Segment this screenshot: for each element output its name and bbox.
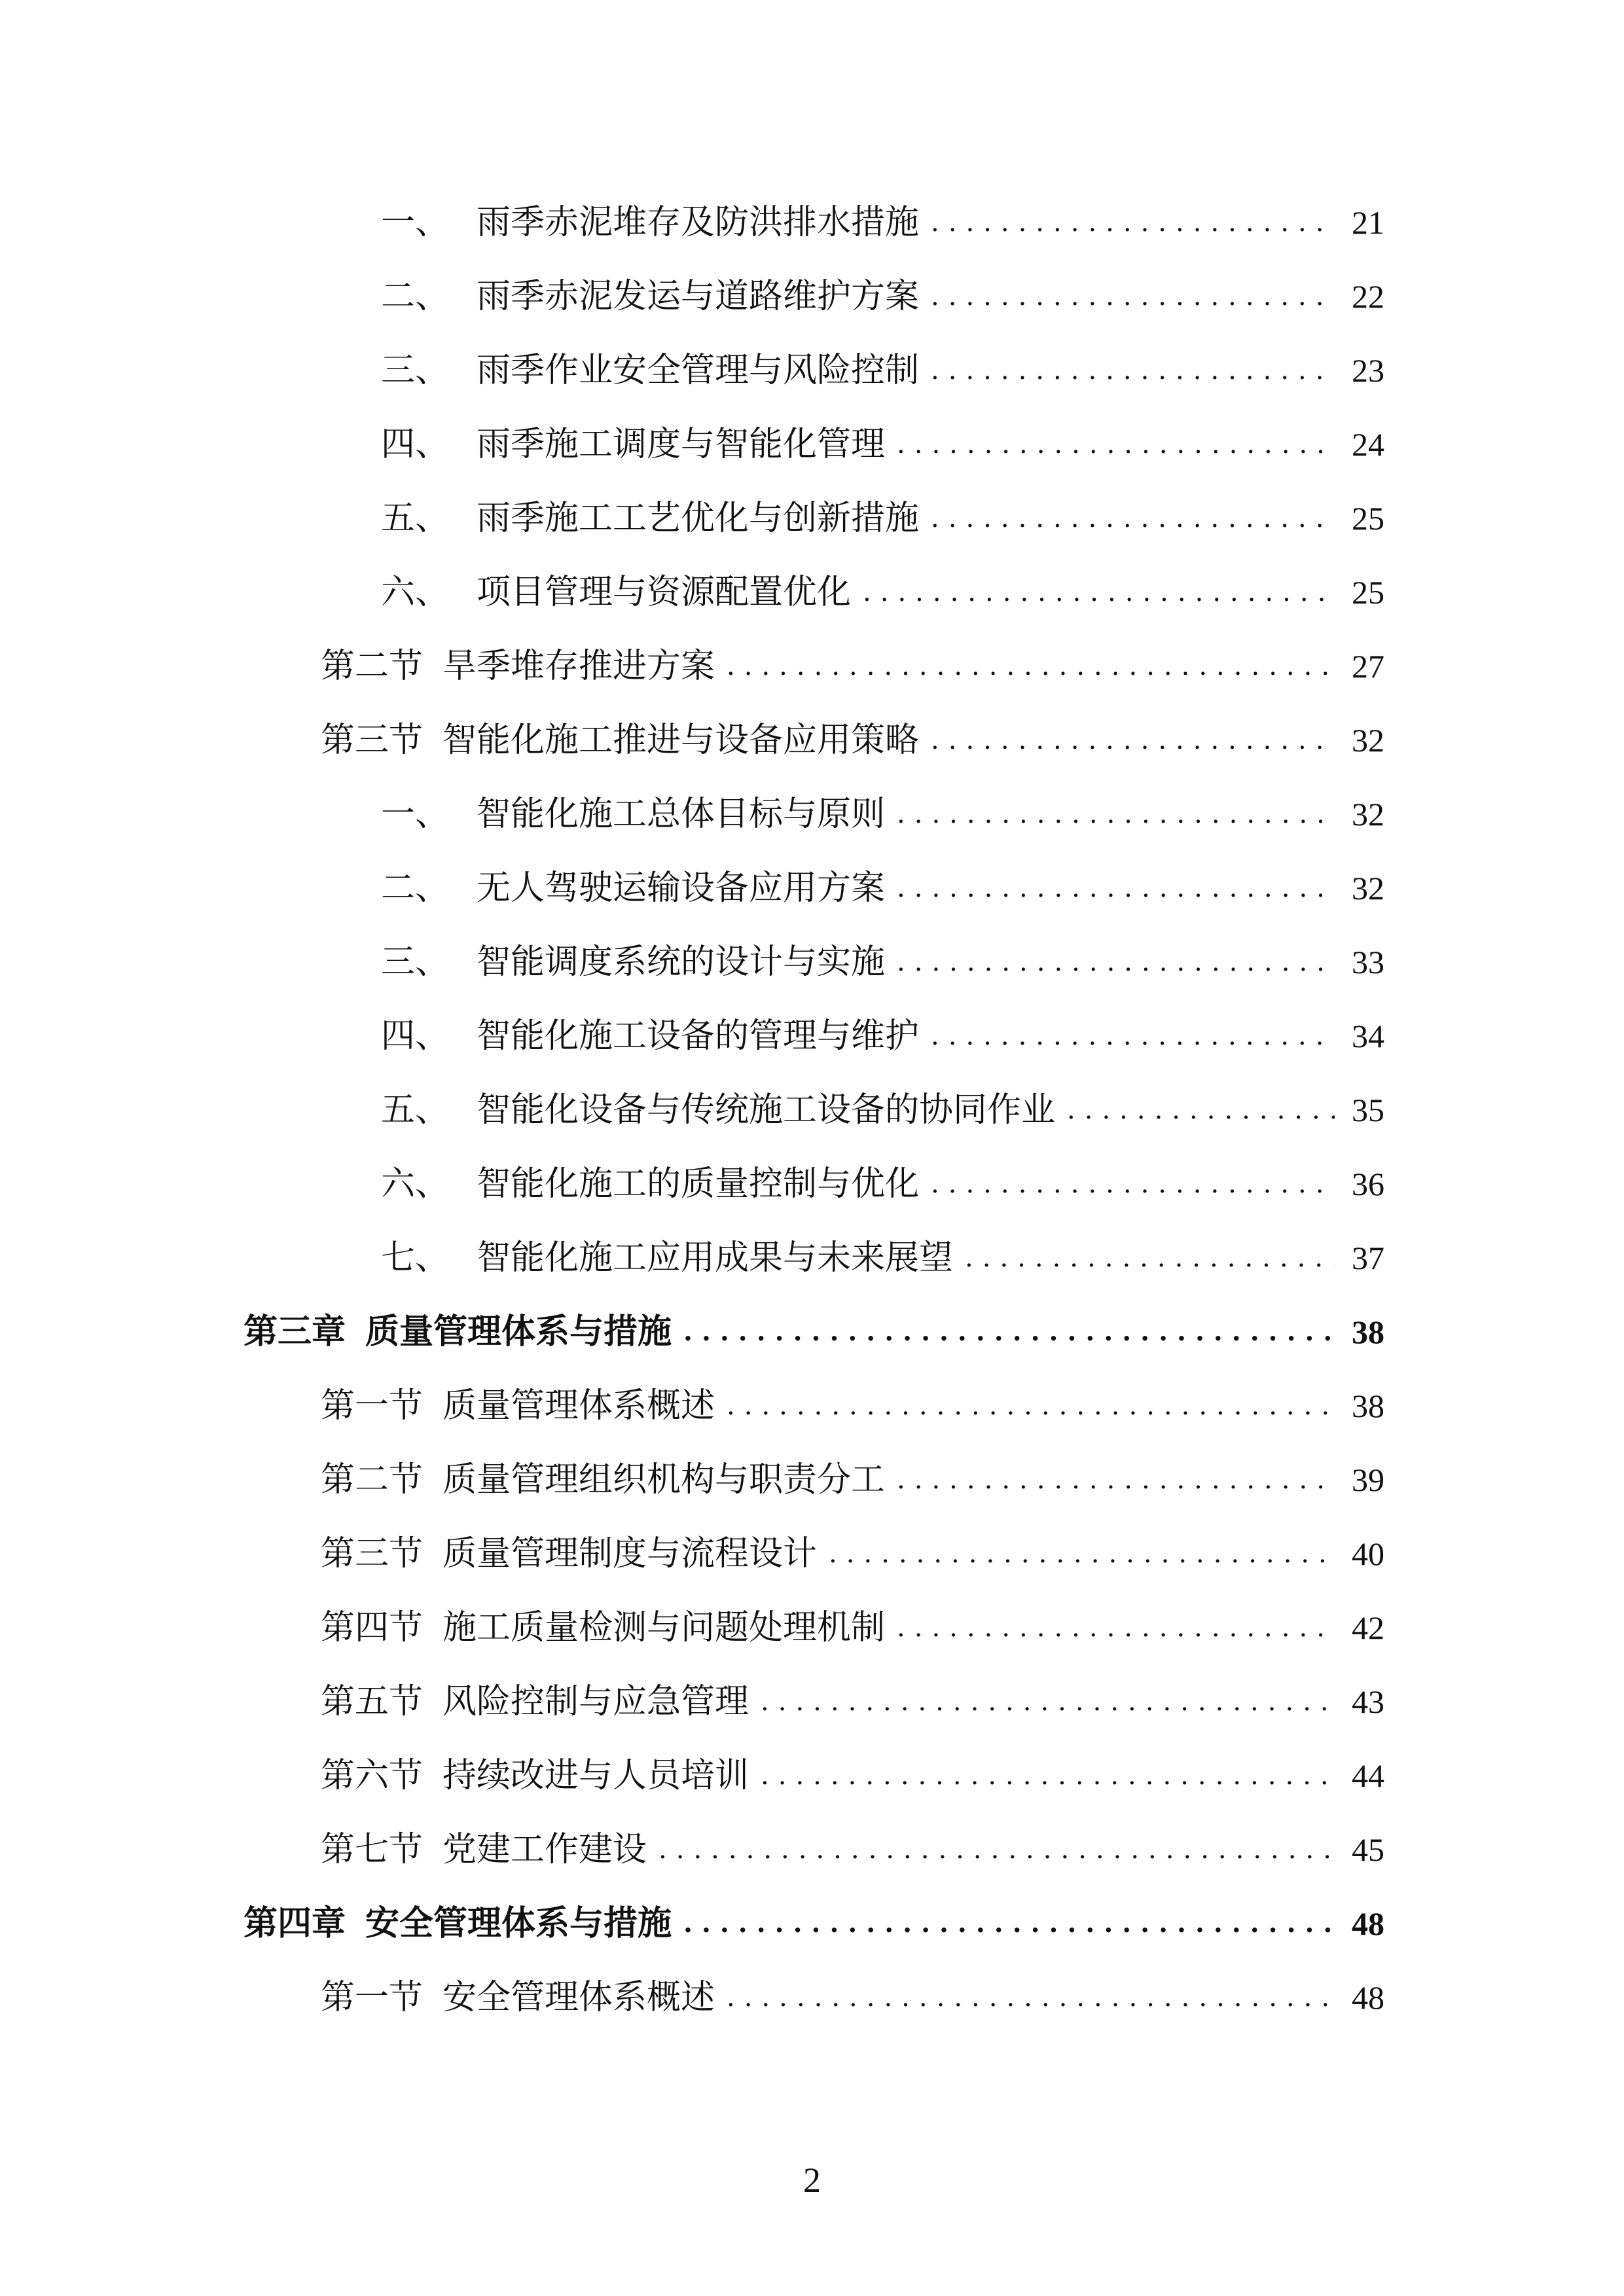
toc-entry-title: 质量管理制度与流程设计 — [442, 1534, 818, 1573]
toc-entry-title: 安全管理体系概述 — [442, 1978, 715, 2017]
toc-entry-number: 二、 — [381, 869, 450, 908]
toc-entry-number: 第三节 — [321, 1534, 424, 1573]
toc-entry-page: 21 — [1352, 204, 1384, 241]
toc-entry[interactable] — [381, 1158, 1384, 1210]
page-number: 2 — [803, 2161, 821, 2200]
toc-entry-title: 雨季赤泥堆存及防洪排水措施 — [477, 203, 920, 242]
toc-entry-number: 五、 — [381, 499, 450, 538]
toc-entry-title: 智能化施工推进与设备应用策略 — [442, 721, 920, 760]
toc-entry-title: 雨季作业安全管理与风险控制 — [477, 351, 920, 390]
toc-entry-page: 32 — [1352, 796, 1384, 833]
toc-entry-page: 34 — [1352, 1018, 1384, 1054]
toc-entry-title: 项目管理与资源配置优化 — [477, 573, 852, 612]
toc-entry-number: 三、 — [381, 351, 450, 390]
toc-entry-number: 七、 — [381, 1238, 450, 1278]
toc-entry-page: 32 — [1352, 722, 1384, 759]
toc-entry-page: 45 — [1352, 1831, 1384, 1868]
toc-entry-number: 五、 — [381, 1090, 450, 1130]
toc-entry[interactable] — [321, 1602, 1384, 1654]
toc-entry-number: 六、 — [381, 573, 450, 612]
toc-entry-title: 旱季堆存推进方案 — [442, 647, 715, 686]
toc-entry-number: 第四章 — [244, 1903, 346, 1943]
toc-leader-dots — [931, 714, 1335, 766]
toc-leader-dots — [897, 1602, 1335, 1654]
toc-leader-dots — [727, 1971, 1335, 2024]
toc-entry-title: 施工质量检测与问题处理机制 — [442, 1608, 886, 1647]
toc-leader-dots — [897, 862, 1335, 914]
toc-entry-page: 25 — [1352, 500, 1384, 537]
toc-entry-page: 44 — [1352, 1757, 1384, 1794]
toc-entry-title: 质量管理组织机构与职责分工 — [442, 1460, 886, 1499]
toc-entry[interactable] — [381, 196, 1384, 249]
toc-entry-page: 35 — [1352, 1092, 1384, 1128]
toc-leader-dots — [897, 936, 1335, 988]
toc-entry-title: 安全管理体系与措施 — [365, 1903, 672, 1943]
toc-entry-number: 四、 — [381, 425, 450, 464]
toc-entry-title: 党建工作建设 — [442, 1830, 647, 1869]
toc-entry[interactable] — [381, 1010, 1384, 1062]
toc-entry-title: 智能化施工的质量控制与优化 — [477, 1164, 920, 1204]
toc-entry[interactable] — [381, 862, 1384, 914]
toc-entry-number: 第四节 — [321, 1608, 424, 1647]
toc-entry-title: 智能化施工应用成果与未来展望 — [477, 1238, 954, 1278]
toc-entry-number: 第三章 — [244, 1312, 346, 1352]
toc-entry-number: 六、 — [381, 1164, 450, 1204]
toc-entry[interactable] — [321, 1528, 1384, 1580]
toc-leader-dots — [727, 640, 1335, 692]
toc-entry-page: 27 — [1352, 648, 1384, 685]
toc-entry-title: 无人驾驶运输设备应用方案 — [477, 869, 886, 908]
toc-entry[interactable] — [381, 344, 1384, 397]
toc-entry-page: 48 — [1352, 1905, 1384, 1942]
toc-entry[interactable] — [321, 1749, 1384, 1802]
toc-entry[interactable] — [381, 788, 1384, 840]
toc-leader-dots — [683, 1306, 1335, 1358]
toc-entry[interactable] — [321, 1676, 1384, 1728]
toc-entry-page: 39 — [1352, 1462, 1384, 1498]
toc-entry-number: 第二节 — [321, 1460, 424, 1499]
toc-leader-dots — [683, 1897, 1335, 1950]
toc-entry-title: 雨季施工调度与智能化管理 — [477, 425, 886, 464]
toc-entry-number: 第五节 — [321, 1682, 424, 1721]
toc-entry[interactable] — [381, 270, 1384, 323]
toc-entry-title: 质量管理体系与措施 — [365, 1312, 672, 1352]
toc-entry-page: 23 — [1352, 352, 1384, 389]
toc-entry-number: 第一节 — [321, 1386, 424, 1426]
toc-entry-number: 一、 — [381, 795, 450, 834]
toc-entry-number: 第二节 — [321, 647, 424, 686]
toc-leader-dots — [829, 1528, 1335, 1580]
toc-entry-page: 24 — [1352, 426, 1384, 463]
toc-leader-dots — [931, 196, 1335, 249]
toc-entry-number: 三、 — [381, 942, 450, 982]
toc-entry-title: 雨季施工工艺优化与创新措施 — [477, 499, 920, 538]
toc-entry-title: 雨季赤泥发运与道路维护方案 — [477, 277, 920, 316]
toc-entry-number: 一、 — [381, 203, 450, 242]
toc-entry-page: 32 — [1352, 870, 1384, 906]
toc-entry[interactable] — [321, 1380, 1384, 1432]
toc-leader-dots — [965, 1232, 1335, 1284]
toc-leader-dots — [761, 1749, 1335, 1802]
toc-entry-page: 40 — [1352, 1535, 1384, 1572]
toc-entry-page: 38 — [1352, 1388, 1384, 1424]
toc-entry-page: 25 — [1352, 574, 1384, 611]
toc-entry[interactable] — [321, 1971, 1384, 2024]
toc-entry-page: 48 — [1352, 1979, 1384, 2016]
toc-leader-dots — [931, 344, 1335, 397]
toc-entry-page: 38 — [1352, 1314, 1384, 1350]
toc-entry-title: 智能化设备与传统施工设备的协同作业 — [477, 1090, 1056, 1130]
toc-entry-page: 42 — [1352, 1609, 1384, 1646]
toc-leader-dots — [931, 270, 1335, 323]
toc-entry[interactable] — [381, 1084, 1384, 1136]
toc-entry[interactable] — [321, 714, 1384, 766]
toc-entry-title: 风险控制与应急管理 — [442, 1682, 749, 1721]
toc-leader-dots — [931, 1158, 1335, 1210]
toc-entry-title: 智能化施工总体目标与原则 — [477, 795, 886, 834]
toc-entry-title: 智能调度系统的设计与实施 — [477, 942, 886, 982]
toc-entry[interactable] — [381, 566, 1384, 619]
toc-leader-dots — [897, 788, 1335, 840]
toc-entry-page: 37 — [1352, 1240, 1384, 1276]
toc-leader-dots — [897, 418, 1335, 471]
toc-entry[interactable] — [321, 1454, 1384, 1506]
toc-leader-dots — [761, 1676, 1335, 1728]
toc-entry[interactable] — [381, 492, 1384, 545]
toc-entry-number: 四、 — [381, 1016, 450, 1056]
toc-entry[interactable] — [321, 1823, 1384, 1876]
toc-entry[interactable] — [321, 640, 1384, 692]
toc-leader-dots — [1067, 1084, 1335, 1136]
toc-entry-page: 22 — [1352, 278, 1384, 315]
toc-leader-dots — [863, 566, 1335, 619]
toc-entry-title: 质量管理体系概述 — [442, 1386, 715, 1426]
toc-entry-chapter[interactable] — [244, 1306, 1384, 1358]
toc-leader-dots — [659, 1823, 1335, 1876]
toc-entry[interactable] — [381, 936, 1384, 988]
toc-entry-title: 智能化施工设备的管理与维护 — [477, 1016, 920, 1056]
toc-entry-number: 第一节 — [321, 1978, 424, 2017]
toc-entry-number: 第三节 — [321, 721, 424, 760]
toc-entry[interactable] — [381, 418, 1384, 471]
toc-entry-number: 二、 — [381, 277, 450, 316]
toc-leader-dots — [931, 492, 1335, 545]
toc-entry-title: 持续改进与人员培训 — [442, 1756, 749, 1795]
toc-entry-number: 第六节 — [321, 1756, 424, 1795]
toc-entry-page: 43 — [1352, 1683, 1384, 1720]
toc-entry-number: 第七节 — [321, 1830, 424, 1869]
toc-leader-dots — [897, 1454, 1335, 1506]
toc-entry-chapter[interactable] — [244, 1897, 1384, 1950]
toc-leader-dots — [931, 1010, 1335, 1062]
toc-entry[interactable] — [381, 1232, 1384, 1284]
toc-leader-dots — [727, 1380, 1335, 1432]
toc-entry-page: 36 — [1352, 1166, 1384, 1202]
toc-entry-page: 33 — [1352, 944, 1384, 980]
